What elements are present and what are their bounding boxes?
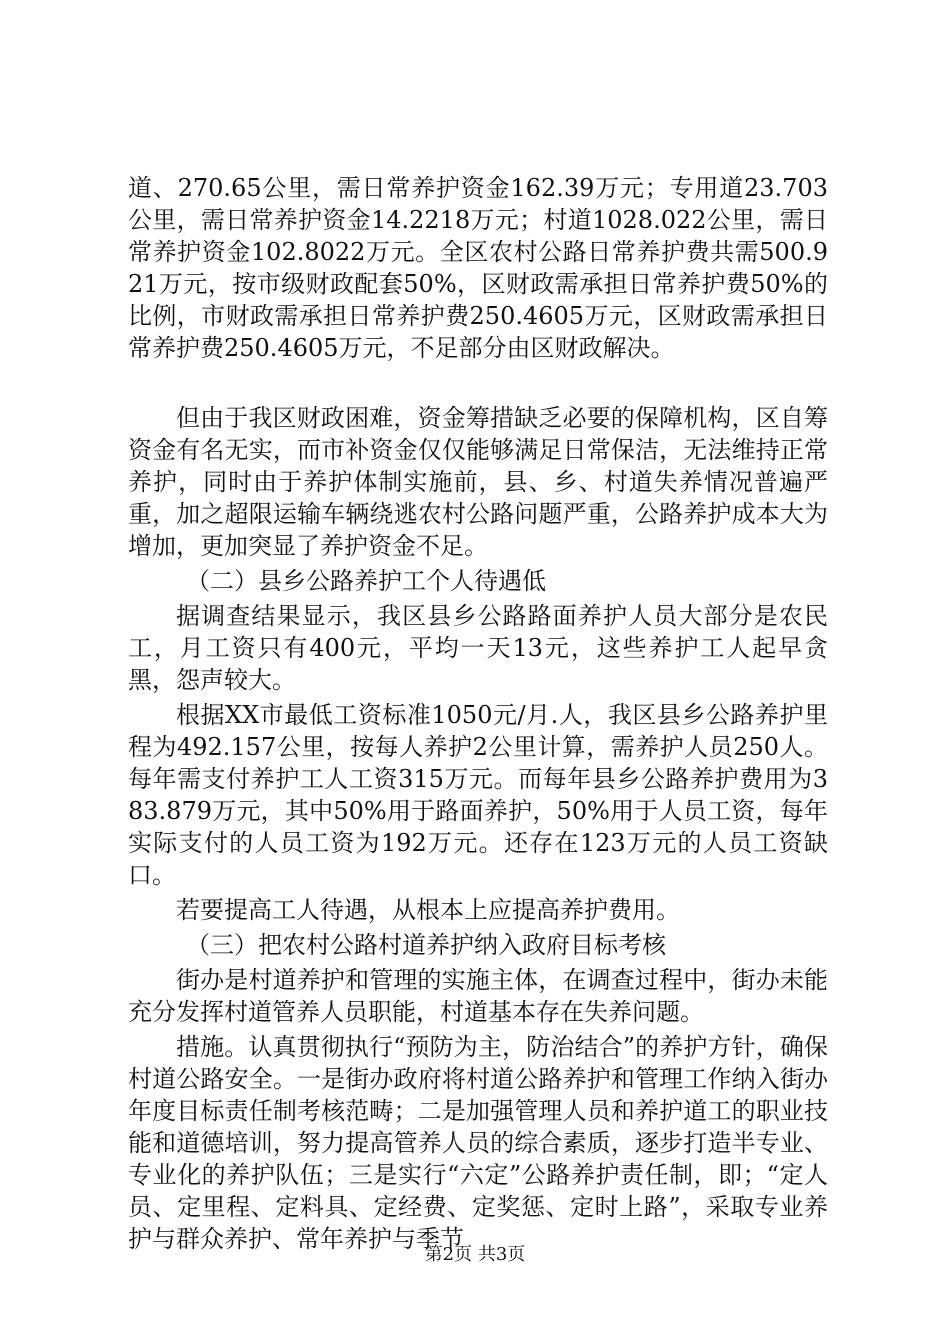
section-heading-3: （三）把农村公路村道养护纳入政府目标考核 <box>186 931 666 959</box>
paragraph-funding-breakdown: 道、270.65公里，需日常养护资金162.39万元；专用道23.703公里，需日常养护资金14.2218万元；村道1028.022公里，需日常养护资金102.8022万元。全区农村公路日常养护费共需500.921万元，按市级财政配套50%，区财政需承担日常养护费50%的比例，市财政需承担日常养护费250.4605万元，区财政需承担日常养护费250.4605万元，不足部分由区财政解决。 <box>128 174 828 362</box>
page-footer: 第2页 共3页 <box>424 1244 526 1265</box>
paragraph-funding-shortage: 但由于我区财政困难，资金筹措缺乏必要的保障机构，区自筹资金有名无实，而市补资金仅仅能够满足日常保洁，无法维持正常养护，同时由于养护体制实施前，县、乡、村道失养情况普遍严重，加之超限运输车辆绕逃农村公路问题严重，公路养护成本大为增加，更加突显了养护资金不足。 <box>128 404 828 560</box>
paragraph-raise-wages: 若要提高工人待遇，从根本上应提高养护费用。 <box>176 896 680 924</box>
paragraph-wage-calculation: 根据XX市最低工资标准1050元/月.人，我区县乡公路养护里程为492.157公里，按每人养护2公里计算，需养护人员250人。每年需支付养护工人工资315万元。而每年县乡公路养护费用为383.879万元，其中50%用于路面养护，50%用于人员工资，每年实际支付的人员工资为192万元。还存在123万元的人员工资缺口。 <box>128 701 828 889</box>
paragraph-survey-results: 据调查结果显示，我区县乡公路路面养护人员大部分是农民工，月工资只有400元，平均一天13元，这些养护工人起早贪黑，怨声较大。 <box>128 602 828 694</box>
section-heading-2: （二）县乡公路养护工个人待遇低 <box>186 567 546 595</box>
document-body <box>128 172 828 1255</box>
paragraph-measures: 措施。认真贯彻执行“预防为主，防治结合”的养护方针，确保村道公路安全。一是街办政府将村道公路养护和管理工作纳入街办年度目标责任制考核范畴；二是加强管理人员和养护道工的职业技能和道德培训，努力提高管养人员的综合素质，逐步打造半专业、专业化的养护队伍；三是实行“六定”公路养护责任制，即；“定人员、定里程、定料具、定经费、定奖惩、定时上路”，采取专业养护与群众养护、常年养护与季节 <box>128 1033 828 1253</box>
paragraph-street-office: 街办是村道养护和管理的实施主体，在调查过程中，街办未能充分发挥村道管养人员职能，村道基本存在失养问题。 <box>128 966 828 1026</box>
